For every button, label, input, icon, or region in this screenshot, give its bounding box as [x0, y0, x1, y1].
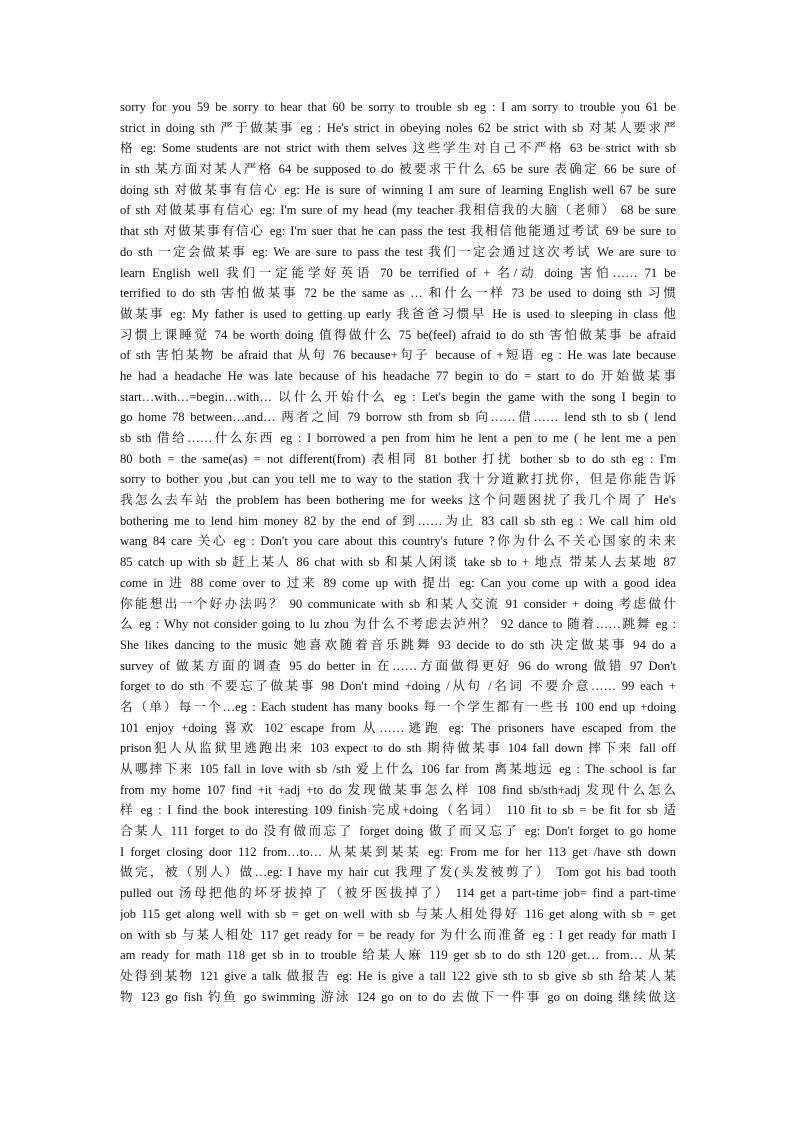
text-line: 格 eg: Some students are not strict with them selves 这些学生对自己不严格 63 be strict with sb [120, 141, 676, 156]
text-line: in sth 某方面对某人严格 64 be supposed to do 被要求干什么 65 be sure 表确定 66 be sure of [120, 162, 676, 177]
text-line: 样 eg : I find the book interesting 109 finish 完成+doing（名词） 110 fit to sb = be fit for sb 适 [120, 803, 676, 818]
text-line: 从哪摔下来 105 fall in love with sb /sth 爱上什么 106 far from 离某地远 eg : The school is far [120, 762, 676, 776]
text-line: learn English well 我们一定能学好英语 70 be terrified of + 名/动 doing 害怕…… 71 be [120, 265, 676, 280]
text-line: am ready for math 118 get sb in to trouble 给某人麻 119 get sb to do sth 120 get… from… 从某 [120, 948, 676, 963]
text-line: of sth 害怕某物 be afraid that 从句 76 because+句子 because of +短语 eg : He was late because [120, 348, 676, 363]
text-line: strict in doing sth 严于做某事 eg : He's strict in obeying noles 62 be strict with sb 对某人要求严 [120, 120, 676, 135]
text-line: 物 123 go fish 钓鱼 go swimming 游泳 124 go on to do 去做下一件事 go on doing 继续做这 [120, 989, 676, 1004]
text-line: he had a headache He was late because of his headache 77 begin to do = start to do 开始做某事 [120, 368, 676, 383]
text-line: 名（单）每一个…eg : Each student has many books 每一个学生都有一些书 100 end up +doing [120, 699, 676, 714]
text-line: 习惯上课睡觉 74 be worth doing 值得做什么 75 be(feel) afraid to do sth 害怕做某事 be afraid [120, 327, 676, 342]
text-line: 80 both = the same(as) = not different(from) 表相同 81 bother 打扰 bother sb to do sth eg : I'm [120, 451, 676, 466]
text-line: job 115 get along well with sb = get on well with sb 与某人相处得好 116 get along with sb = get [120, 906, 676, 921]
text-line: I forget closing door 112 from…to… 从某某到某某 eg: From me for her 113 get /have sth down [120, 844, 676, 859]
text-line: forget to do sth 不要忘了做某事 98 Don't mind +doing /从句 /名词 不要介意…… 99 each + [120, 679, 676, 694]
text-line: 你能想出一个好办法吗？ 90 communicate with sb 和某人交流 91 consider + doing 考虑做什 [120, 596, 676, 611]
text-line: 做完，被（别人）做…eg: I have my hair cut 我理了发(头发被剪了） Tom got his bad tooth [120, 865, 676, 880]
text-line: from my home 107 find +it +adj +to do 发现做某事怎么样 108 find sb/sth+adj 发现什么怎么 [120, 782, 676, 797]
text-line: sorry for you 59 be sorry to hear that 60 be sorry to trouble sb eg : I am sorry to trouble you 61 be [120, 100, 676, 114]
text-line: do sth 一定会做某事 eg: We are sure to pass the test 我们一定会通过这次考试 We are sure to [120, 244, 676, 259]
text-line: 处得到某物 121 give a talk 做报告 eg: He is give a tall 122 give sth to sb give sb sth 给某人某 [120, 968, 676, 983]
text-line: doing sth 对做某事有信心 eg: He is sure of winning I am sure of learning English well 67 be sure [120, 182, 676, 197]
document-body [120, 97, 676, 1007]
text-line: come in 进 88 come over to 过来 89 come up with 提出 eg: Can you come up with a good idea [120, 575, 676, 590]
text-line: 101 enjoy +doing 喜欢 102 escape from 从……逃跑 eg: The prisoners have escaped from the [120, 720, 676, 735]
text-line: 么 eg : Why not consider going to lu zhou 为什么不考虑去泸州？ 92 dance to 随着……跳舞 eg : [120, 617, 676, 632]
text-line: bothering me to lend him money 82 by the end of 到……为止 83 call sb sth eg : We call him old [120, 513, 676, 528]
text-line: of sth 对做某事有信心 eg: I'm sure of my head (my teacher 我相信我的大脑（老师） 68 be sure [120, 203, 676, 218]
text-line: that sth 对做某事有信心 eg: I'm suer that he can pass the test 我相信他能通过考试 69 be sure to [120, 224, 676, 239]
text-line: sb sth 借给……什么东西 eg : I borrowed a pen from him he lent a pen to me ( he lent me a pen [120, 431, 676, 445]
text-line: 合某人 111 forget to do 没有做而忘了 forget doing 做了而又忘了 eg: Don't forget to go home [120, 824, 676, 839]
text-line: 85 catch up with sb 赶上某人 86 chat with sb 和某人闲谈 take sb to + 地点 带某人去某地 87 [120, 555, 676, 570]
text-line: terrified to do sth 害怕做某事 72 be the same as … 和什么一样 73 be used to doing sth 习惯 [120, 286, 676, 301]
text-line: sorry to bother you ,but can you tell me to way to the station 我十分道歉打扰你，但是你能告诉 [120, 472, 676, 487]
text-line: pulled out 汤母把他的坏牙拔掉了（被牙医拔掉了） 114 get a part-time job= find a part-time [120, 886, 676, 901]
text-line: start…with…=begin…with… 以什么开始什么 eg : Let's begin the game with the song I begin to [120, 389, 676, 404]
text-line: prison犯人从监狱里逃跑出来 103 expect to do sth 期待做某事 104 fall down 摔下来 fall off [120, 741, 676, 756]
text-line: survey of 做某方面的调查 95 do better in 在……方面做得更好 96 do wrong 做错 97 Don't [120, 658, 676, 673]
text-line: wang 84 care 关心 eg : Don't you care about this country's future ?你为什么不关心国家的未来 [120, 534, 676, 549]
text-line: She likes dancing to the music 她喜欢随着音乐跳舞 93 decide to do sth 决定做某事 94 do a [120, 637, 676, 652]
text-line: on with sb 与某人相处 117 get ready for = be ready for 为什么而准备 eg : I get ready for math I [120, 927, 676, 942]
text-line: go home 78 between…and… 两者之间 79 borrow sth from sb 向……借…… lend sth to sb ( lend [120, 410, 676, 425]
text-line: 我怎么去车站 the problem has been bothering me for weeks 这个问题困扰了我几个周了 He's [120, 493, 676, 508]
text-line: 做某事 eg: My father is used to getting up early 我爸爸习惯早 He is used to sleeping in class 他 [120, 306, 676, 321]
